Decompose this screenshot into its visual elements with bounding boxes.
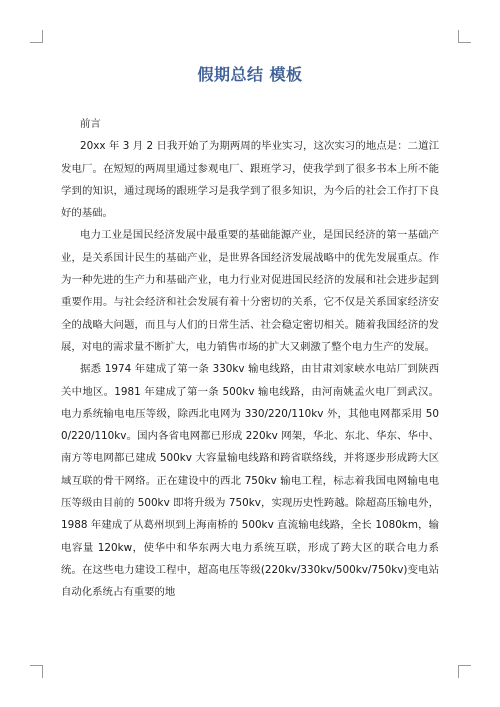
paragraph-1: 20xx 年 3 月 2 日我开始了为期两周的毕业实习，这次实习的地点是：二道江发电厂。在短短的两周里通过参观电厂、跟班学习，使我学到了很多书本上所不能学到的知识，通过现场的跟班学习是我学到了很多知识，为今后的社会工作打下良好的基础。 [61, 140, 439, 220]
paragraph-3: 据悉 1974 年建成了第一条 330kv 输电线路，由甘肃刘家峡水电站厂到陕西关中地区。1981 年建成了第一条 500kv 输电线路，由河南姚孟火电厂到武汉。电力系统输电电压等级，除西北电网为 330/220/110kv 外，其他电网都采用 500/220/110kv。国内各省电网都已形成 220kv 网架，华北、东北、华东、华中、南方等电网都已建成 500kv 大容量输电线路和跨省联络线，并将逐步形成跨大区域互联的骨干网络。正在建设中的西北 750kv 输电工程，标志着我国电网输电电压等级由目前的 500kv 即将升级为 750kv，实现历史性跨越。除超高压输电外，1988 年建成了从葛州坝到上海南桥的 500kv 直流输电线路，全长 1080km，输电容量 120kw，使华中和华东两大电力系统互联，形成了跨大区的联合电力系统。在这些电力建设工程中，超高电压等级(220kv/330kv/500kv/750kv)变电站自动化系统占有重要的地 [61, 363, 439, 599]
crop-mark-top-right [458, 30, 471, 43]
document-body [61, 113, 439, 604]
paragraph-2: 电力工业是国民经济发展中最重要的基础能源产业，是国民经济的第一基础产业，是关系国计民生的基础产业，是世界各国经济发展战略中的优先发展重点。作为一种先进的生产力和基础产业，电力行业对促进国民经济的发展和社会进步起到重要作用。与社会经济和社会发展有着十分密切的关系，它不仅是关系国家经济安全的战略大问题，而且与人们的日常生活、社会稳定密切相关。随着我国经济的发展，对电的需求量不断扩大，电力销售市场的扩大又刺激了整个电力生产的发展。 [61, 229, 439, 353]
document-title: 假期总结 模板 [197, 65, 303, 84]
section-heading: 前言 [80, 118, 101, 130]
crop-mark-bottom-right [458, 665, 471, 678]
crop-mark-top-left [30, 30, 43, 43]
crop-mark-bottom-left [30, 665, 43, 678]
